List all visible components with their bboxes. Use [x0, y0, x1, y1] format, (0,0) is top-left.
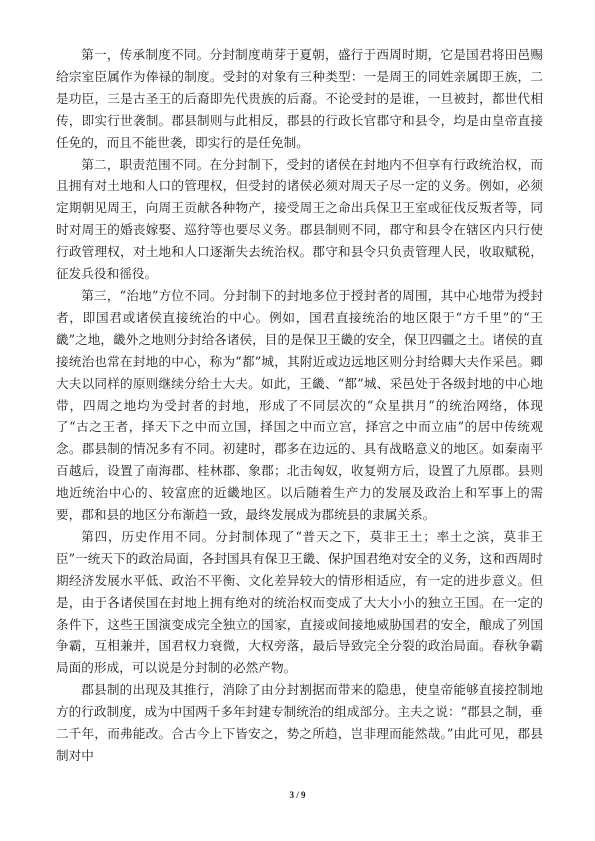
paragraph-inheritance: 第一，传承制度不同。分封制度萌芽于夏朝，盛行于西周时期，它是国君将田邑赐给宗室臣属作为俸禄的制度。受封的对象有三种类型：一是周王的同姓亲属即王族，二是功臣，三是古圣王的后裔即先代贵族的后裔。不论受封的是谁，一旦被封，都世代相传，即实行世袭制。郡县制则与此相反，郡县的行政长官郡守和县令，均是由皇帝直接任免的，而且不能世袭，即实行的是任免制。: [56, 47, 543, 150]
paragraph-historical-role: 第四，历史作用不同。分封制体现了“普天之下，莫非王土；率土之滨，莫非王臣”一统天下的政治局面，各封国具有保卫王畿、保护国君绝对安全的义务，这和西周时期经济发展水平低、政治不平衡、文化差异较大的情形相适应，有一定的进步意义。但是，由于各诸侯国在封地上拥有绝对的统治权而变成了大大小小的独立王国。在一定的条件下，这些王国演变成完全独立的国家，直接或间接地威胁国君的安全，酿成了列国争霸，互相兼并，国君权力衰微，大权旁落，最后导致完全分裂的政治局面。春秋争霸局面的形成，可以说是分封制的必然产物。: [56, 528, 543, 676]
page-number: 3 / 9: [289, 790, 306, 800]
paragraph-territory: 第三，“治地”方位不同。分封制下的封地多位于授封者的周围，其中心地带为授封者，即国君或诸侯直接统治的中心。例如，国君直接统治的地区限于“方千里”的“王畿”之地，畿外之地则分封给各诸侯，目的是保卫王畿的安全，保卫四疆之土。诸侯的直接统治也常在封地的中心，称为“都”城，其附近或边远地区则分封给卿大夫作采邑。卿大夫以同样的原则继续分给士大夫。如此，王畿、“都”城、采邑处于各级封地的中心地带，四周之地均为受封者的封地，形成了不同层次的“众星拱月”的统治网络，体现了“古之王者，择天下之中而立国，择国之中而立宫，择宫之中而立庙”的居中传统观念。郡县制的情况多有不同。初建时，郡多在边远的、具有战略意义的地区。如秦南平百越后，设置了南海郡、桂林郡、象郡；北击匈奴，收复朔方后，设置了九原郡。县则地近统治中心的、较富庶的近畿地区。以后随着生产力的发展及政治上和军事上的需要，郡和县的地区分布渐趋一致，最终发展成为郡统县的隶属关系。: [56, 287, 543, 523]
paragraph-conclusion: 郡县制的出现及其推行，消除了由分封割据而带来的隐患，使皇帝能够直接控制地方的行政制度，成为中国两千多年封建专制统治的组成部分。主夫之说：“郡县之制，垂二千年，而弗能改。合古今上下皆安之，势之所趋，岂非理而能然哉。”由此可见，郡县制对中: [56, 682, 543, 763]
paragraph-duties: 第二，职责范围不同。在分封制下，受封的诸侯在封地内不但享有行政统治权，而且拥有对土地和人口的管理权，但受封的诸侯必须对周天子尽一定的义务。例如，必须定期朝见周王，向周王贡献各种物产，接受周王之命出兵保卫王室或征伐反叛者等，同时对周王的婚丧嫁娶、巡狩等也要尽义务。郡县制则不同，郡守和县令在辖区内只行使行政管理权，对土地和人口逐渐失去统治权。郡守和县令只负责管理人民，收取赋税，征发兵役和徭役。: [56, 156, 543, 282]
document-body: [56, 44, 543, 767]
